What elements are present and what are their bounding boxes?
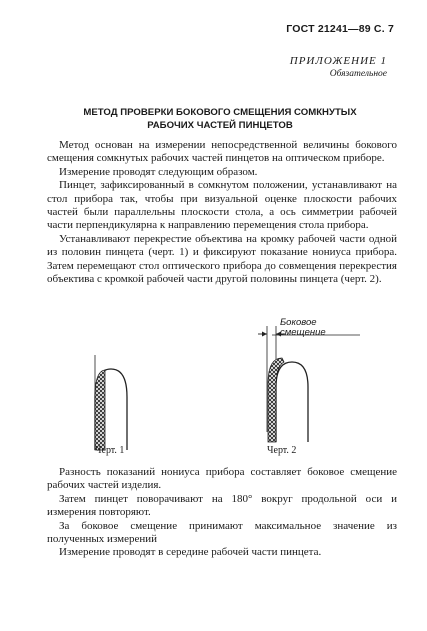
figure-2-caption: Черт. 2 — [267, 445, 297, 456]
body-text-top — [47, 139, 397, 286]
paragraph: Разность показаний нониуса прибора составляет боковое смещение рабочих частей изделия. — [47, 466, 397, 492]
hatched-jaw — [95, 370, 105, 450]
paragraph: Метод основан на измерении непосредственной величины бокового смещения сомкнутых рабочих частей пинцетов на оптическом приборе. — [47, 139, 397, 165]
paragraph: Измерение проводят следующим образом. — [59, 165, 258, 178]
title-line-1: МЕТОД ПРОВЕРКИ БОКОВОГО СМЕЩЕНИЯ СОМКНУТЫХ — [83, 107, 357, 118]
paragraph: Пинцет, зафиксированный в сомкнутом положении, устанавливают на стол прибора так, чтобы при визуальной оценке плоскости рабочих частей были параллельны плоскости стола, а ось симметрии рабочей части перпендикулярна к направлению перемещения стола прибора. — [47, 179, 397, 232]
figure-2-label — [280, 318, 326, 338]
paragraph: Измерение проводят в середине рабочей части пинцета. — [59, 546, 322, 559]
title-line-2: РАБОЧИХ ЧАСТЕЙ ПИНЦЕТОВ — [147, 120, 293, 131]
paragraph: Устанавливают перекрестие объектива на кромку рабочей части одной из половин пинцета (черт. 1) и фиксируют показание нониуса прибора. Затем перемещают стол оптического прибора до совмещения перекрестия объектива с кромкой рабочей части другой половины пинцета (черт. 2). — [47, 232, 397, 286]
label-line-2: смещение — [280, 327, 326, 338]
paragraph: За боковое смещение принимают максимальное значение из полученных измерений — [47, 519, 397, 546]
figure-1-caption: Черт. 1 — [95, 445, 125, 456]
paragraph: Затем пинцет поворачивают на 180° вокруг продольной оси и измерения повторяют. — [47, 492, 397, 519]
jaw-outline-2 — [276, 362, 308, 442]
section-title — [40, 106, 400, 132]
appendix-status: Обязательное — [329, 69, 387, 79]
hatched-jaw-2 — [268, 358, 284, 442]
header-doc-ref: ГОСТ 21241—89 С. 7 — [286, 23, 394, 35]
figure-2-tweezer-tip — [240, 322, 380, 467]
body-text-bottom — [47, 466, 397, 560]
appendix-block — [290, 55, 387, 79]
appendix-label: ПРИЛОЖЕНИЕ 1 — [289, 55, 387, 67]
label-line-1: Боковое — [280, 317, 317, 328]
